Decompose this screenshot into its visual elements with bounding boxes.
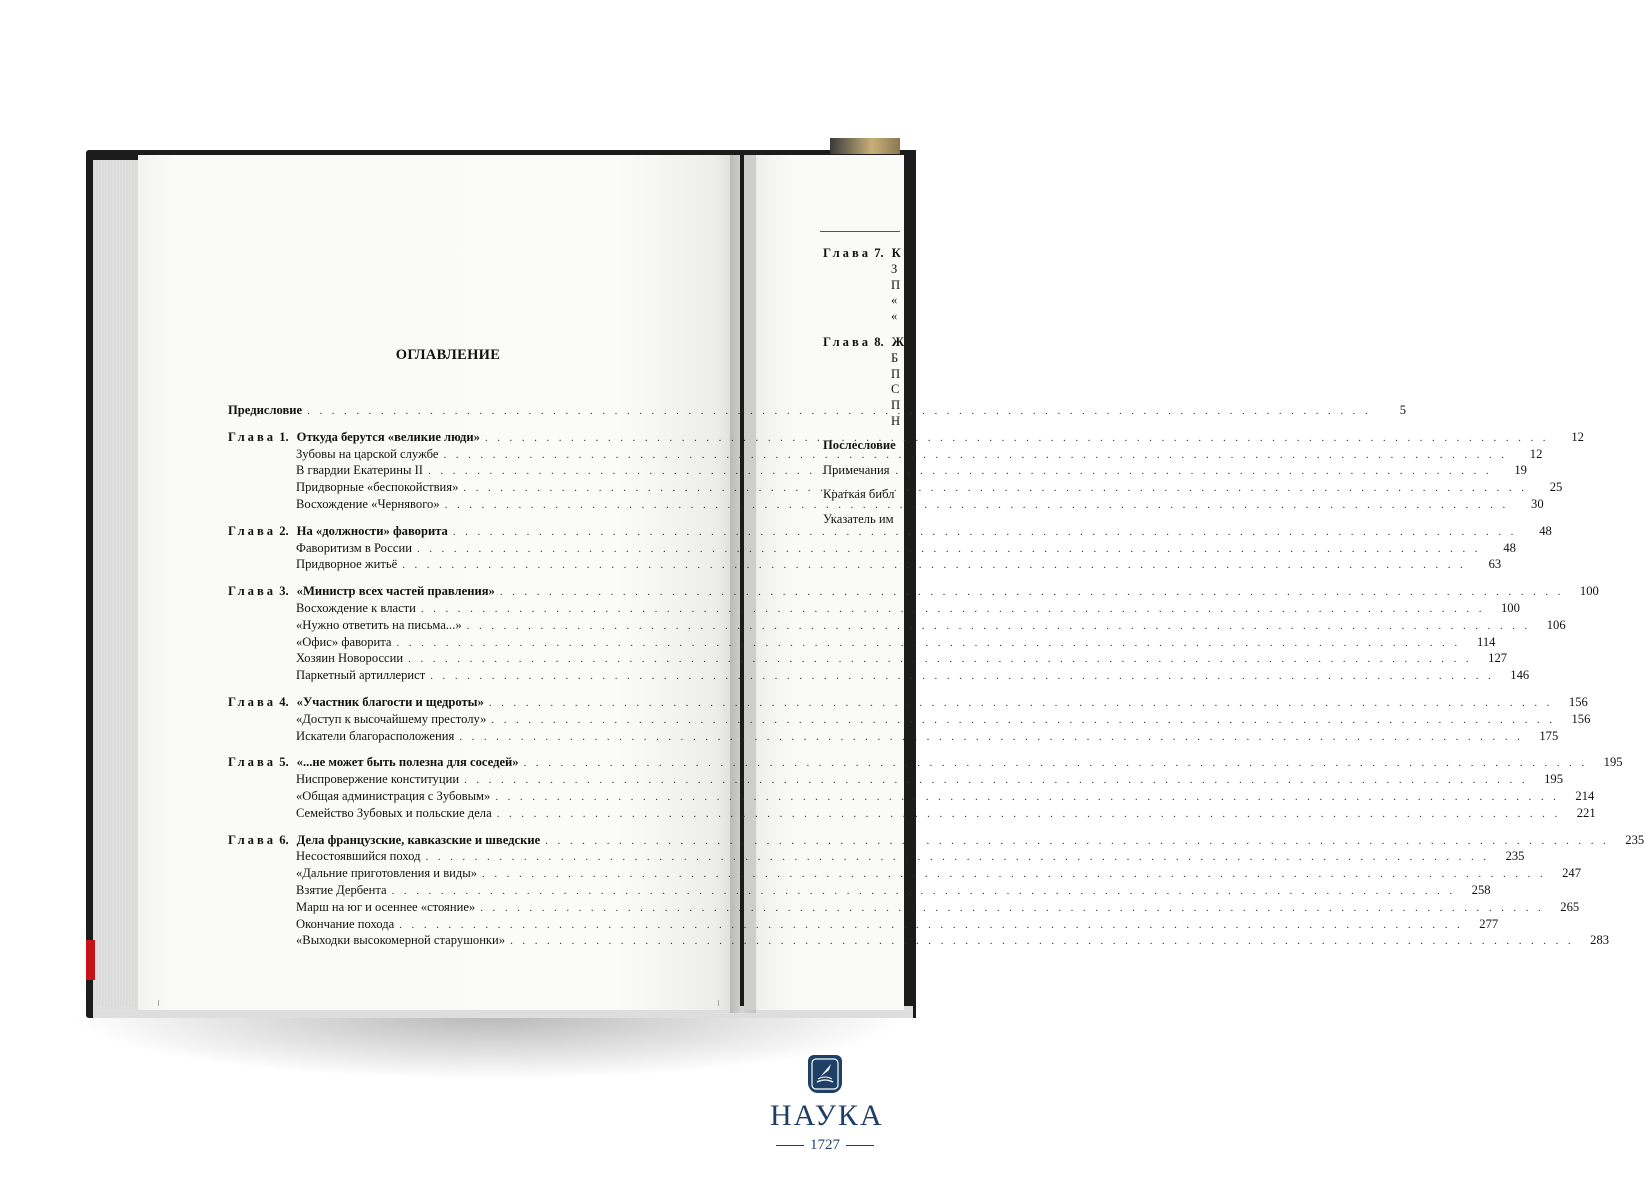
chapter-title: «...не может быть полезна для соседей»: [296, 755, 519, 770]
chapter-label: [228, 755, 519, 771]
toc-entry-label: В гвардии Екатерины II: [296, 463, 424, 478]
toc-page-number: 12: [1529, 446, 1543, 461]
toc-entry-label: «Дальние приготовления и виды»: [296, 866, 478, 881]
toc-page-number: 156: [1568, 694, 1588, 709]
toc-chapter-heading: [228, 584, 1599, 601]
toc-section: [228, 617, 1566, 635]
leader-dots: [459, 730, 1523, 746]
toc-page-number: 48: [1503, 540, 1516, 555]
toc-section: [228, 446, 1543, 464]
toc-entry-label: Фаворитизм в России: [296, 540, 412, 555]
chapter-number: 1.: [279, 429, 289, 444]
toc-chapter-heading: [823, 246, 1023, 262]
toc-chapter-heading: [228, 523, 1552, 541]
bookmark-ribbon: [86, 940, 95, 980]
toc-page-number: 100: [1579, 584, 1599, 599]
toc-section: [228, 933, 1610, 950]
leader-dots: [489, 696, 1553, 712]
chapter-word: Глава: [228, 832, 277, 847]
toc-chapter-heading: [228, 832, 1644, 850]
toc-entry-label: Предисловие: [228, 403, 303, 417]
toc-chapter-group: [228, 523, 1552, 574]
leader-dots: [510, 934, 1574, 950]
toc-section: П: [891, 277, 901, 292]
toc-section: [228, 772, 1564, 789]
toc-title: ОГЛАВЛЕНИЕ: [395, 347, 501, 363]
toc-page-number: 258: [1471, 882, 1491, 897]
page-tick-mark: [718, 1000, 719, 1006]
quill-book-icon: [808, 1055, 842, 1093]
leader-dots: [524, 756, 1588, 772]
toc-section: [228, 668, 1530, 685]
chapter-title: «Министр всех частей правления»: [296, 584, 495, 599]
leader-dots: [497, 807, 1561, 823]
toc-page-number: 5: [1399, 403, 1407, 417]
toc-afterword: Послесловие: [823, 437, 896, 452]
chapter-title: На «должности» фаворита: [296, 523, 448, 538]
chapter-title: К: [891, 246, 901, 260]
toc-section: [228, 899, 1580, 917]
toc-section: З: [891, 261, 898, 276]
leader-dots: [417, 542, 1481, 558]
toc-entry-label: Семейство Зубовых и польские дела: [296, 805, 492, 820]
toc-page-number: 156: [1571, 711, 1591, 726]
page-tick-mark: [158, 1000, 159, 1006]
chapter-title: Откуда берутся «великие люди»: [296, 429, 480, 444]
leader-dots: [500, 585, 1564, 601]
toc-entry-label: Восхождение к власти: [296, 600, 416, 615]
toc-page-number: 277: [1479, 916, 1499, 931]
page-block-edge: [93, 160, 141, 1012]
publisher-logo: [770, 1055, 884, 1154]
toc-page-number: 19: [1514, 463, 1527, 478]
chapter-label: [228, 833, 540, 849]
toc-page-number: 283: [1590, 933, 1610, 948]
toc-section: [228, 651, 1508, 668]
toc-page-number: 214: [1575, 788, 1595, 803]
toc-entry-label: «Нужно ответить на письма...»: [296, 617, 462, 632]
leader-dots: [495, 790, 1559, 806]
toc-entry-label: Окончание похода: [296, 916, 395, 931]
cover-corner: [830, 138, 900, 154]
toc-entry-label: «Доступ к высочайшему престолу»: [296, 711, 487, 726]
toc-chapter-group: [228, 694, 1591, 745]
toc-entry-label: Восхождение «Чернявого»: [296, 496, 440, 511]
toc-entry-label: Придворные «беспокойствия»: [296, 480, 459, 495]
toc-page-number: 175: [1539, 728, 1559, 743]
chapter-number: 7.: [874, 246, 884, 260]
year-text: 1727: [810, 1137, 840, 1153]
leader-dots: [467, 619, 1531, 635]
leader-dots: [408, 652, 1472, 668]
chapter-word: Глава: [228, 694, 277, 709]
leader-dots: [464, 773, 1528, 789]
toc-bibliography: Краткая библ: [823, 487, 895, 502]
chapter-number: 2.: [279, 523, 289, 538]
chapter-label: [228, 695, 484, 711]
toc-section: П: [891, 398, 901, 413]
leader-dots: [397, 636, 1461, 652]
toc-page-number: 63: [1488, 557, 1502, 572]
toc-section: [228, 634, 1496, 652]
toc-chapter-group: [228, 832, 1644, 951]
toc-page-number: 106: [1546, 617, 1566, 632]
toc-section: [228, 557, 1502, 574]
toc-section: П: [891, 366, 901, 381]
leader-dots: [426, 850, 1490, 866]
toc-page-number: 247: [1562, 866, 1581, 881]
toc-entry-label: Ниспровержение конституции: [296, 772, 460, 787]
toc-notes: Примечания: [823, 462, 890, 477]
toc-entry-label: Придворное житьё: [296, 557, 398, 572]
toc-entry-label: Несостоявшийся поход: [296, 849, 421, 864]
chapter-number: 8.: [874, 334, 884, 349]
leader-dots: [399, 918, 1463, 934]
toc-section: [228, 728, 1559, 746]
leader-dots: [545, 834, 1609, 850]
chapter-word: Глава: [823, 246, 872, 260]
toc-page-number: 195: [1603, 755, 1623, 770]
toc-section: [228, 788, 1595, 806]
toc-page-number: 235: [1505, 849, 1525, 864]
toc-page-number: 25: [1549, 480, 1563, 495]
toc-page-number: 265: [1560, 899, 1580, 914]
toc-entry-label: Зубовы на царской службе: [296, 446, 439, 461]
toc-page-number: 114: [1477, 634, 1496, 649]
toc-page-number: 127: [1488, 651, 1508, 666]
chapter-title: Ж: [891, 334, 905, 349]
chapter-label: [228, 584, 495, 600]
chapter-number: 5.: [279, 755, 289, 770]
chapter-title: «Участник благости и щедроты»: [296, 694, 484, 709]
toc-section: Н: [891, 413, 901, 428]
toc-entry-label: Паркетный артиллерист: [296, 668, 426, 683]
toc-entry-label: «Общая администрация с Зубовым»: [296, 788, 491, 803]
toc-chapter-heading: [823, 335, 1023, 351]
toc-chapter-group: [228, 584, 1599, 685]
chapter-word: Глава: [228, 584, 277, 599]
toc-entry-label: Взятие Дербента: [296, 882, 387, 897]
chapter-word: Глава: [823, 334, 872, 349]
toc-chapter-heading: [228, 694, 1588, 712]
toc-section: [228, 866, 1581, 883]
toc-chapter-heading: [228, 755, 1623, 772]
toc-section: [228, 916, 1499, 934]
toc-section: [228, 540, 1516, 558]
toc-section: [228, 882, 1491, 900]
toc-page-number: 30: [1531, 496, 1544, 511]
toc-section: [228, 849, 1525, 866]
leader-dots: [392, 884, 1456, 900]
toc-chapter-group: [228, 755, 1623, 822]
toc-preface: [228, 403, 1407, 420]
chapter-word: Глава: [228, 429, 277, 444]
toc-page-number: 221: [1576, 805, 1596, 820]
leader-dots: [482, 867, 1546, 883]
toc-page-number: 195: [1544, 772, 1564, 787]
toc-index: Указатель им: [823, 512, 894, 527]
chapter-number: 6.: [279, 832, 289, 847]
publisher-name: НАУКА: [770, 1099, 884, 1132]
toc-entry-label: «Офис» фаворита: [296, 634, 392, 649]
right-page-toc: [823, 246, 1023, 528]
toc-entry-label: Марш на юг и осеннее «стояние»: [296, 899, 476, 914]
leader-dots: [402, 558, 1466, 574]
chapter-label: [228, 430, 480, 446]
right-page-rule: [820, 231, 900, 232]
leader-dots: [491, 713, 1555, 729]
publisher-year: [770, 1137, 880, 1154]
chapter-label: [228, 524, 448, 540]
toc-section: «: [891, 309, 898, 324]
toc-section: Б: [891, 350, 899, 365]
toc-section: С: [891, 382, 900, 397]
toc-page-number: 48: [1539, 523, 1552, 538]
toc-page-number: 146: [1510, 668, 1530, 683]
toc-section: [228, 805, 1596, 823]
leader-dots: [430, 669, 1494, 685]
chapter-word: Глава: [228, 523, 277, 538]
leader-dots: [421, 602, 1485, 618]
chapter-number: 3.: [279, 584, 289, 599]
toc-page-number: 235: [1625, 832, 1644, 847]
toc-entry-label: Хозяин Новороссии: [296, 651, 404, 666]
chapter-number: 4.: [279, 694, 289, 709]
toc-page-number: 12: [1571, 429, 1584, 444]
chapter-word: Глава: [228, 755, 277, 770]
toc-entry-label: Искатели благорасположения: [296, 728, 455, 743]
leader-dots: [480, 901, 1544, 917]
toc-entry-label: «Выходки высокомерной старушонки»: [296, 933, 506, 948]
chapter-title: Дела французские, кавказские и шведские: [296, 832, 541, 847]
toc-page-number: 100: [1500, 600, 1520, 615]
toc-section: [228, 496, 1544, 514]
toc-section: [228, 711, 1591, 729]
toc-section: [228, 600, 1520, 618]
toc-section: «: [891, 293, 898, 308]
